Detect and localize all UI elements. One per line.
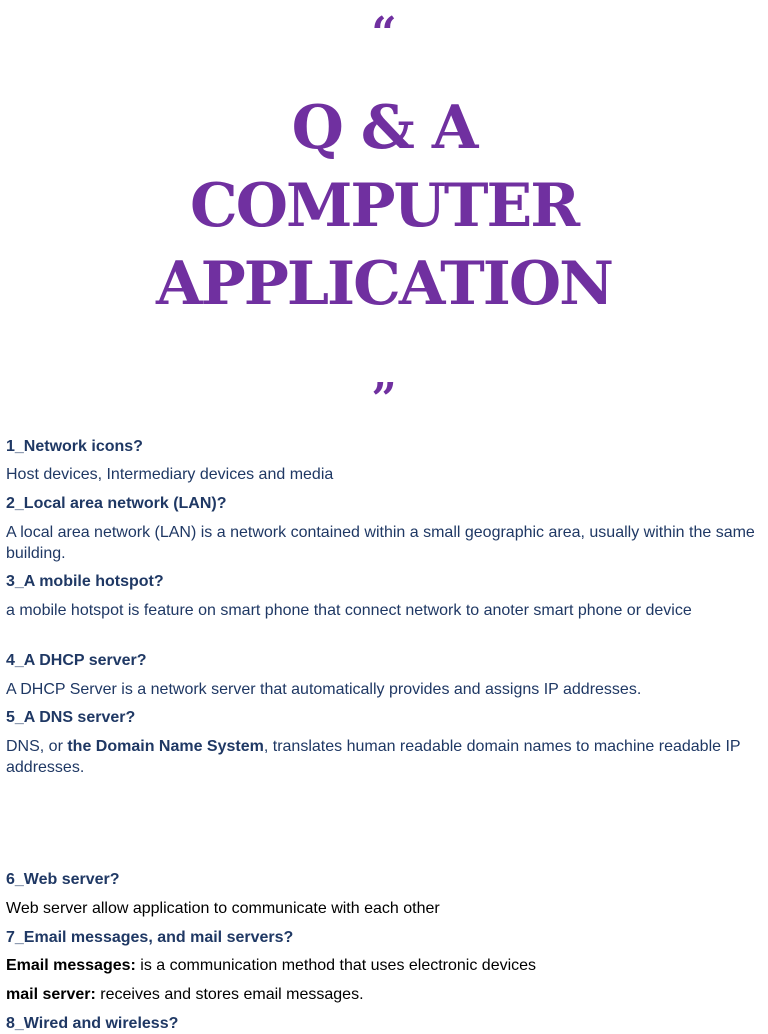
mail-server-definition: receives and stores email messages. [95,986,364,1003]
answer-6: Web server allow application to communicate with each other [6,900,440,917]
answer-4: A DHCP Server is a network server that automatically provides and assigns IP addresses. [6,681,642,698]
title-line-3: APPLICATION [156,249,612,319]
answer-5-suffix: , translates human readable domain names to machine readable IP addresses. [6,738,741,776]
question-7: 7_Email messages, and mail servers? [6,929,294,946]
answer-5 [6,736,758,778]
answer-7-mail-server [6,984,758,1005]
answer-5-prefix: DNS, or [6,738,68,755]
mail-server-term: mail server: [6,986,96,1003]
question-3: 3_A mobile hotspot? [6,573,164,590]
answer-2: A local area network (LAN) is a network contained within a small geographic area, usually within the same building. [6,524,755,562]
close-quote-mark: ” [371,374,397,425]
question-4: 4_A DHCP server? [6,652,147,669]
title-line-1: Q & A [291,93,477,163]
title-line-2: COMPUTER [189,171,579,241]
email-messages-term: Email messages: [6,957,136,974]
question-5: 5_A DNS server? [6,709,136,726]
question-8: 8_Wired and wireless? [6,1015,179,1032]
question-1: 1_Network icons? [6,438,143,455]
open-quote-mark: “ [371,8,397,59]
answer-7-email [6,955,758,976]
answer-1: Host devices, Intermediary devices and media [6,466,334,483]
question-6: 6_Web server? [6,871,120,888]
answer-5-bold-term: the Domain Name System [67,738,264,755]
question-2: 2_Local area network (LAN)? [6,495,227,512]
email-messages-definition: is a communication method that uses electronic devices [135,957,537,974]
answer-3: a mobile hotspot is feature on smart phone that connect network to anoter smart phone or device [6,602,692,619]
